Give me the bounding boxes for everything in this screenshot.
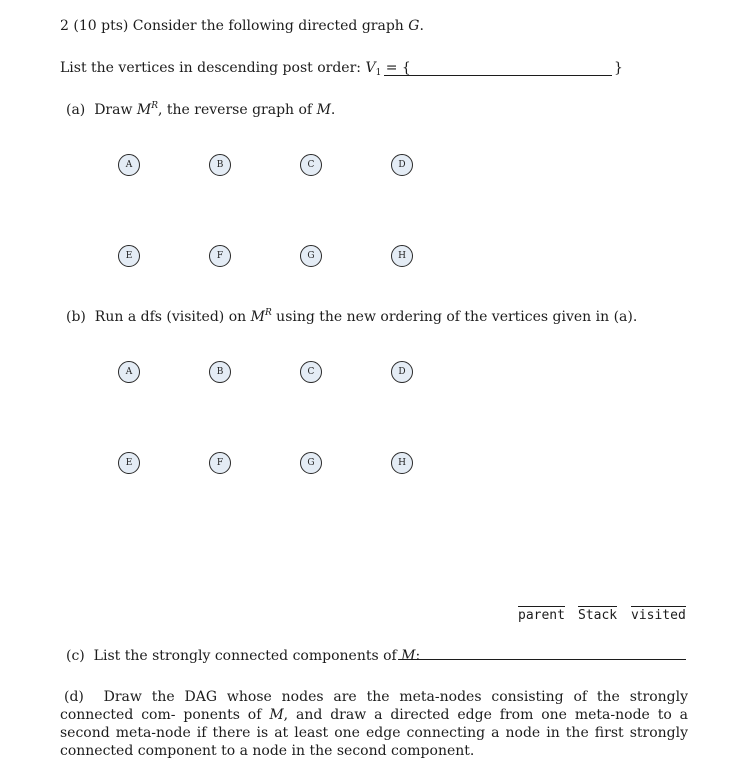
part-a-symbol2: M bbox=[316, 102, 331, 118]
part-c-label: (c) bbox=[66, 648, 85, 664]
question-period: . bbox=[419, 18, 424, 34]
part-b-symbol: M bbox=[250, 309, 265, 325]
postorder-var-sub: 1 bbox=[375, 68, 382, 78]
part-d-label: (d) bbox=[64, 689, 84, 705]
postorder-line bbox=[60, 59, 411, 77]
part-b-label: (b) bbox=[66, 309, 86, 325]
graph-a-node-a: A bbox=[118, 154, 140, 176]
graph-b-node-d: D bbox=[391, 361, 413, 383]
part-a-symbol: M bbox=[136, 102, 152, 118]
question-prompt: Consider the following directed graph bbox=[132, 18, 404, 34]
graph-b-node-f: F bbox=[209, 452, 231, 474]
part-c-text: List the strongly connected components of bbox=[93, 648, 397, 664]
postorder-answer-blank[interactable] bbox=[384, 75, 612, 76]
graph-symbol: G bbox=[408, 18, 420, 34]
graph-b-node-a: A bbox=[118, 361, 140, 383]
part-a-text-before: Draw bbox=[94, 102, 133, 118]
postorder-close-brace: } bbox=[614, 60, 623, 76]
graph-b-node-h: H bbox=[391, 452, 413, 474]
scc-answer-blank[interactable] bbox=[398, 659, 686, 660]
graph-a-node-f: F bbox=[209, 245, 231, 267]
graph-a-node-c: C bbox=[300, 154, 322, 176]
part-d-symbol: M bbox=[269, 707, 284, 723]
graph-b-node-c: C bbox=[300, 361, 322, 383]
legend-stack: Stack bbox=[578, 608, 618, 623]
part-a-text-after: . bbox=[330, 102, 336, 118]
part-d-text2: , and draw a directed edge from one meta-node to a second meta-node if there is at least one edge connecting a node in the first strongly connected component to a node in the second component. bbox=[60, 707, 689, 759]
graph-b-node-g: G bbox=[300, 452, 322, 474]
part-a-text-mid: , the reverse graph of bbox=[158, 102, 313, 118]
postorder-text: List the vertices in descending post order: bbox=[60, 60, 361, 76]
legend-parent: parent bbox=[518, 608, 565, 623]
part-b-superscript: R bbox=[264, 308, 272, 318]
graph-a-node-b: B bbox=[209, 154, 231, 176]
graph-a-node-d: D bbox=[391, 154, 413, 176]
graph-b-node-e: E bbox=[118, 452, 140, 474]
question-points: (10 pts) bbox=[73, 18, 129, 34]
part-a-label: (a) bbox=[66, 102, 86, 118]
question-number: 2 bbox=[60, 18, 69, 34]
part-b-text-after: using the new ordering of the vertices given in (a). bbox=[276, 309, 638, 325]
part-c-prompt bbox=[66, 647, 420, 665]
part-c-symbol: M bbox=[401, 648, 416, 664]
postorder-var: V bbox=[365, 60, 376, 76]
graph-a-node-e: E bbox=[118, 245, 140, 267]
graph-b-node-b: B bbox=[209, 361, 231, 383]
part-b-text-before: Run a dfs (visited) on bbox=[94, 309, 247, 325]
graph-a-node-g: G bbox=[300, 245, 322, 267]
postorder-eq-open: = { bbox=[385, 60, 411, 76]
part-b-prompt bbox=[66, 308, 637, 326]
legend-visited: visited bbox=[631, 608, 686, 623]
part-c-colon: : bbox=[415, 648, 421, 664]
part-a-prompt bbox=[66, 101, 335, 119]
part-a-superscript: R bbox=[151, 101, 159, 111]
part-d-paragraph bbox=[60, 688, 688, 760]
graph-a-node-h: H bbox=[391, 245, 413, 267]
part-d-text1: Draw the DAG whose nodes are the meta-nodes consisting of the strongly connected com- ponents of bbox=[60, 689, 688, 723]
question-header bbox=[60, 17, 424, 35]
